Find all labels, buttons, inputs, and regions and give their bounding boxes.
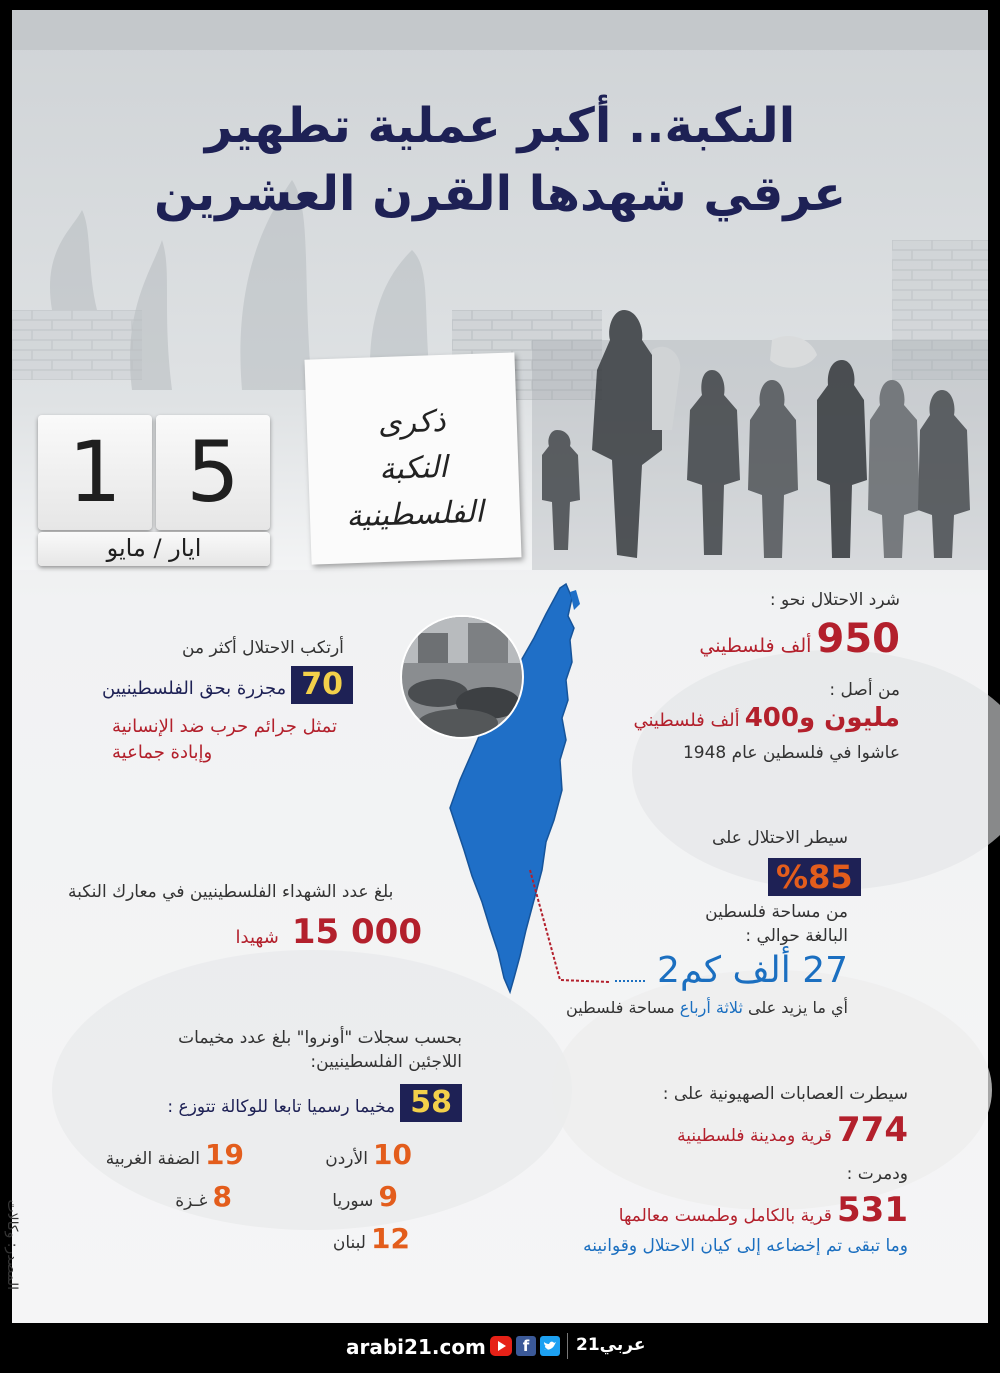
control-ratio [508, 998, 848, 1017]
control-text [548, 900, 848, 948]
calendar-digit-1: 1 [68, 423, 122, 521]
control-ratio-suffix: مساحة فلسطين [566, 998, 675, 1017]
calendar-tile-2 [156, 415, 270, 530]
card-line-3: الفلسطينية [345, 494, 485, 535]
twitter-icon[interactable] [540, 1336, 560, 1356]
displaced-lived: عاشوا في فلسطين عام 1948 [682, 743, 900, 763]
control-area: 27 ألف كم2 [657, 950, 848, 991]
displaced-total-row [580, 703, 900, 733]
villages-label: قرية ومدينة فلسطينية [677, 1126, 832, 1146]
camps-label: مخيما رسميا تابعا للوكالة تتوزع : [167, 1097, 396, 1117]
massacre-photo [398, 613, 526, 741]
displaced-from-label: من أصل : [829, 680, 900, 700]
camps-count: 58 [400, 1084, 462, 1122]
villages-intro: سيطرت العصابات الصهيونية على : [662, 1084, 908, 1104]
massacres-note-line-1: تمثل جرائم حرب ضد الإنسانية [112, 716, 338, 737]
displaced-count: 950 [816, 616, 900, 662]
martyrs-unit: شهيدا [235, 927, 279, 948]
massacres-label: مجزرة بحق الفلسطينيين [102, 678, 287, 699]
facebook-icon[interactable]: f [516, 1336, 536, 1356]
control-percent: %85 [768, 858, 861, 896]
camp-item-syria [308, 1180, 398, 1213]
camp-value-lebanon: 12 [371, 1222, 410, 1255]
control-line-2: البالغة حوالي : [745, 926, 848, 946]
footer-site[interactable]: arabi21.com [346, 1335, 486, 1359]
control-ratio-prefix: أي ما يزيد على [748, 998, 848, 1017]
camp-value-gaza: 8 [212, 1180, 232, 1213]
title-line-1: النكبة.. أكبر عملية تطهير [204, 98, 796, 154]
camp-name-syria: سوريا [332, 1191, 374, 1211]
camp-name-jordan: الأردن [325, 1149, 368, 1169]
camps-intro-line-1: بحسب سجلات "أونروا" بلغ عدد مخيمات [178, 1028, 462, 1048]
camp-item-jordan [308, 1138, 412, 1171]
calendar-tile-1 [38, 415, 152, 530]
camps-intro [152, 1026, 462, 1074]
villages-destroyed-text: قرية بالكامل وطمست معالمها [618, 1206, 832, 1226]
calendar-month-tile [38, 532, 270, 566]
villages-remaining: وما تبقى تم إخضاعه إلى كيان الاحتلال وقوانينه [583, 1236, 908, 1256]
control-line-1: من مساحة فلسطين [705, 902, 848, 922]
camp-value-syria: 9 [378, 1180, 398, 1213]
camp-name-lebanon: لبنان [332, 1233, 366, 1253]
martyrs-count: 15 000 [291, 912, 422, 952]
villages-destroyed-label: ودمرت : [846, 1164, 908, 1184]
youtube-icon[interactable] [490, 1336, 512, 1356]
displaced-count-row [600, 616, 900, 662]
source-note: المصدر: وكالات [4, 1199, 20, 1290]
villages-count: 774 [837, 1110, 908, 1150]
card-line-2: النكبة [378, 449, 449, 488]
displaced-count-unit: ألف فلسطيني [699, 635, 812, 657]
villages-destroyed: 531 [837, 1190, 908, 1230]
camps-intro-line-2: اللاجئين الفلسطينيين: [310, 1052, 462, 1072]
martyrs-count-row [192, 912, 422, 952]
footer-brand: عربي21 [576, 1335, 646, 1355]
control-intro: سيطر الاحتلال على [712, 828, 848, 848]
title-line-2: عرقي شهدها القرن العشرين [153, 166, 847, 222]
massacres-intro: أرتكب الاحتلال أكثر من [182, 638, 344, 658]
massacres-note [112, 714, 402, 766]
camp-item-gaza [142, 1180, 232, 1213]
villages-destroyed-row [588, 1190, 908, 1230]
martyrs-intro: بلغ عدد الشهداء الفلسطينيين في معارك النكبة [68, 882, 394, 902]
footer-divider [567, 1333, 568, 1359]
camps-count-row [152, 1084, 462, 1122]
remembrance-card [304, 352, 521, 564]
camp-item-lebanon [318, 1222, 410, 1255]
control-ratio-highlight: ثلاثة أرباع [679, 998, 743, 1017]
card-line-1: ذكرى [377, 403, 447, 442]
calendar-month: ايار / مايو [106, 534, 202, 562]
massacres-count: 70 [291, 666, 353, 704]
camp-item-westbank [100, 1138, 244, 1171]
displaced-intro: شرد الاحتلال نحو : [769, 590, 900, 610]
displaced-total-unit: ألف فلسطيني [633, 710, 740, 731]
calendar-digit-2: 5 [186, 423, 240, 521]
massacres-count-row [102, 666, 402, 704]
infographic-page [4, 10, 988, 1323]
villages-count-row [588, 1110, 908, 1150]
displaced-total: مليون و400 [744, 703, 900, 733]
camp-name-gaza: غـزة [175, 1191, 208, 1211]
camp-value-westbank: 19 [205, 1138, 244, 1171]
camp-name-westbank: الضفة الغربية [105, 1149, 200, 1169]
massacres-note-line-2: وإبادة جماعية [112, 742, 213, 763]
camp-value-jordan: 10 [373, 1138, 412, 1171]
control-percent-box [768, 858, 861, 896]
footer-bar [0, 1323, 1000, 1373]
